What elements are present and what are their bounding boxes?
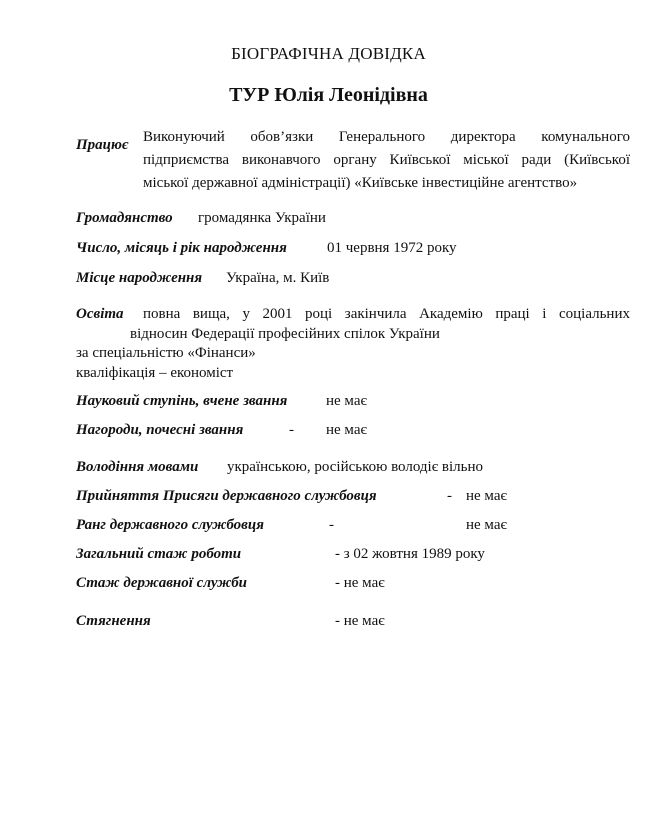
person-name: ТУР Юлія Леонідівна <box>229 84 428 106</box>
education-qualification: кваліфікація – економіст <box>76 365 234 381</box>
civil-service-value: - не має <box>335 575 385 591</box>
birth-date-label: Число, місяць і рік народження <box>76 240 287 256</box>
awards-dash: - <box>289 422 294 438</box>
citizenship-label: Громадянство <box>76 210 173 226</box>
birth-place-value: Україна, м. Київ <box>226 270 330 286</box>
work-line-2: підприємства виконавчого органу Київської міської ради (Київської <box>143 152 630 168</box>
languages-value: українською, російською володіє вільно <box>227 459 484 475</box>
awards-label: Нагороди, почесні звання <box>76 422 244 438</box>
birth-date-value: 01 червня 1972 року <box>327 240 457 256</box>
work-label: Працює <box>76 137 129 153</box>
document-title: БІОГРАФІЧНА ДОВІДКА <box>231 44 426 63</box>
rank-label: Ранг державного службовця <box>76 517 264 533</box>
oath-value: не має <box>466 488 507 504</box>
degree-value: не має <box>326 393 367 409</box>
education-label: Освіта <box>76 306 124 322</box>
oath-label: Прийняття Присяги державного службовця <box>76 488 377 504</box>
rank-value: не має <box>466 517 507 533</box>
penalties-value: - не має <box>335 613 385 629</box>
education-line-2: відносин Федерації професійних спілок України <box>130 326 440 342</box>
education-specialty: за спеціальністю «Фінанси» <box>76 345 256 361</box>
civil-service-label: Стаж державної служби <box>76 575 248 591</box>
languages-label: Володіння мовами <box>76 459 199 475</box>
work-line-1: Виконуючий обов’язки Генерального директора комунального <box>143 129 630 145</box>
penalties-label: Стягнення <box>76 613 151 629</box>
degree-label: Науковий ступінь, вчене звання <box>76 393 288 409</box>
citizenship-value: громадянка України <box>198 210 326 226</box>
education-line-1: повна вища, у 2001 році закінчила Академію праці і соціальних <box>143 306 630 322</box>
work-line-3: міської державної адміністрації) «Київське інвестиційне агентство» <box>143 175 578 191</box>
rank-dash: - <box>329 517 334 533</box>
oath-dash: - <box>447 488 452 504</box>
total-experience-label: Загальний стаж роботи <box>76 546 242 562</box>
awards-value: не має <box>326 422 367 438</box>
birth-place-label: Місце народження <box>76 270 203 286</box>
total-experience-value: - з 02 жовтня 1989 року <box>335 546 485 562</box>
